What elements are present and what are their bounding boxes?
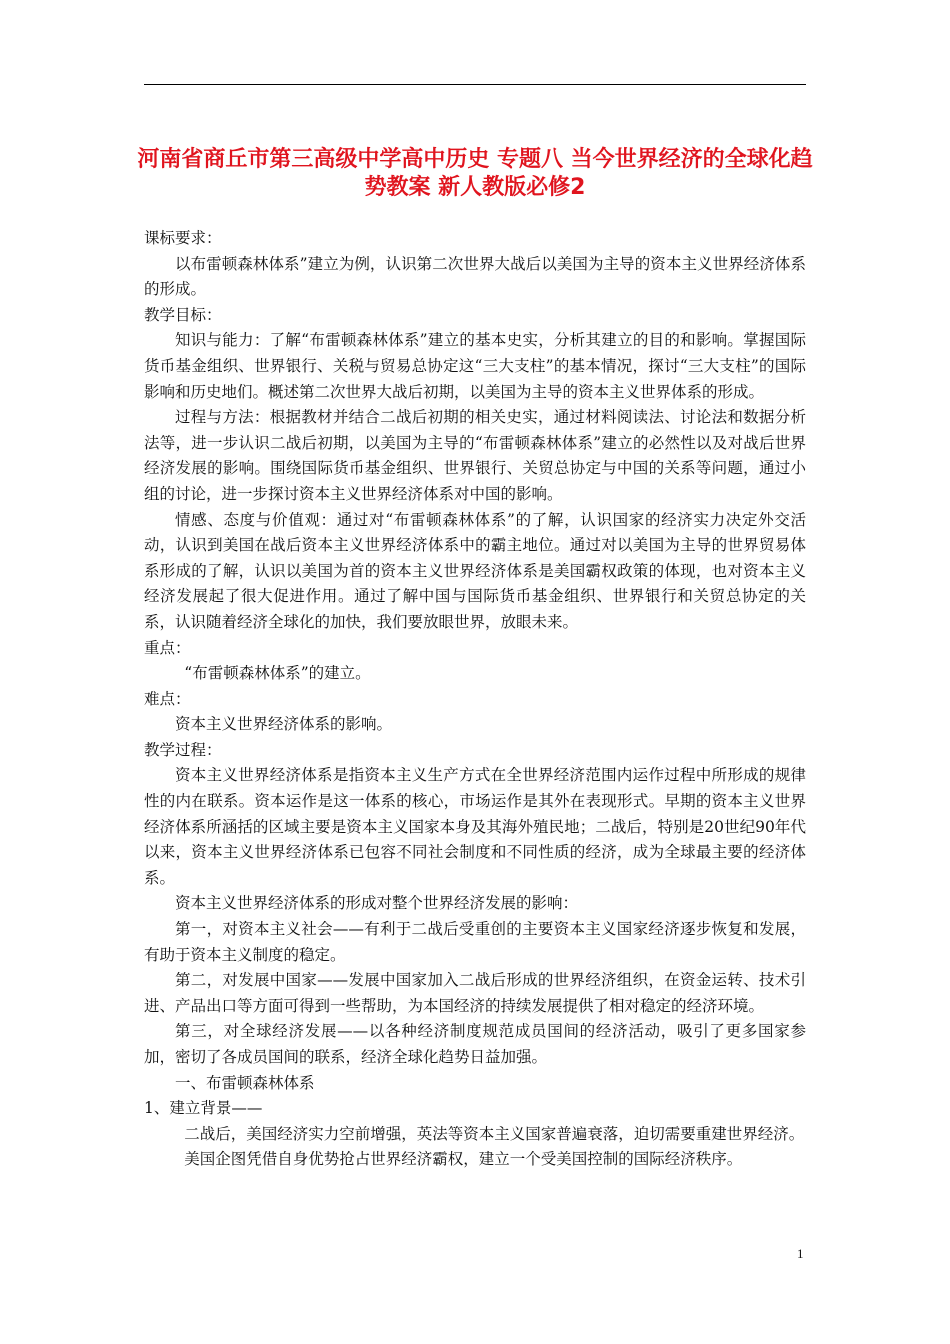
paragraph-label-key-point: 重点： — [144, 638, 191, 657]
paragraph-goal-knowledge: 知识与能力：了解“布雷顿森林体系”建立的基本史实，分析其建立的目的和影响。掌握国际货币基金组织、世界银行、关税与贸易总协定这“三大支柱”的基本情况，探讨“三大支柱”的国际影响和历史地们。概述第二次世界大战后初期，以美国为主导的资本主义世界体系的形成。 — [144, 331, 806, 401]
paragraph-curriculum: 以布雷顿森林体系”建立为例，认识第二次世界大战后以美国为主导的资本主义世界经济体系的形成。 — [144, 254, 806, 299]
paragraph-difficulty: 资本主义世界经济体系的影响。 — [175, 715, 393, 734]
paragraph-label-goals: 教学目标： — [144, 305, 222, 324]
paragraph-goal-values: 情感、态度与价值观：通过对“布雷顿森林体系”的了解，认识国家的经济实力决定外交活动，认识到美国在战后资本主义世界经济体系中的霸主地位。通过对以美国为主导的世界贸易体系形成的了解，认识以美国为首的资本主义世界经济体系是美国霸权政策的体现，也对资本主义经济发展起了很大促进作用。通过了解中国与国际货币基金组织、世界银行和关贸总协定的关系，认识随着经济全球化的加快，我们要放眼世界，放眼未来。 — [144, 510, 806, 631]
paragraph-impact-intro: 资本主义世界经济体系的形成对整个世界经济发展的影响： — [175, 894, 579, 913]
paragraph-definition: 资本主义世界经济体系是指资本主义生产方式在全世界经济范围内运作过程中所形成的规律性的内在联系。资本运作是这一体系的核心，市场运作是其外在表现形式。早期的资本主义世界经济体系所涵括的区域主要是资本主义国家本身及其海外殖民地；二战后，特别是20世纪90年代以来，资本主义世界经济体系已包容不同社会制度和不同性质的经济，成为全球最主要的经济体系。 — [144, 766, 806, 887]
paragraph-label-process: 教学过程： — [144, 740, 222, 759]
paragraph-impact-second: 第二，对发展中国家——发展中国家加入二战后形成的世界经济组织，在资金运转、技术引进、产品出口等方面可得到一些帮助，为本国经济的持续发展提供了相对稳定的经济环境。 — [144, 971, 806, 1015]
paragraph-impact-first: 第一，对资本主义社会——有利于二战后受重创的主要资本主义国家经济逐步恢复和发展，有助于资本主义制度的稳定。 — [144, 920, 806, 964]
document-body — [144, 226, 806, 1173]
document-title: 河南省商丘市第三高级中学高中历史 专题八 当今世界经济的全球化趋势教案 新人教版必修2 — [137, 147, 813, 200]
page-number: 1 — [797, 1246, 804, 1261]
paragraph-label-difficulty: 难点： — [144, 689, 191, 708]
paragraph-impact-third: 第三，对全球经济发展——以各种经济制度规范成员国间的经济活动，吸引了更多国家参加，密切了各成员国间的联系，经济全球化趋势日益加强。 — [144, 1022, 806, 1066]
paragraph-key-point: “布雷顿森林体系”的建立。 — [184, 664, 371, 683]
paragraph-label-curriculum: 课标要求： — [144, 229, 222, 247]
header-rule — [144, 84, 806, 85]
section-heading-bretton-woods: 一、布雷顿森林体系 — [175, 1073, 315, 1092]
paragraph-background-2: 美国企图凭借自身优势抢占世界经济霸权，建立一个受美国控制的国际经济秩序。 — [184, 1150, 743, 1169]
paragraph-background-1: 二战后，美国经济实力空前增强，英法等资本主义国家普遍衰落，迫切需要重建世界经济。 — [184, 1124, 805, 1143]
subsection-heading-background: 1、建立背景—— — [144, 1099, 263, 1118]
paragraph-goal-process: 过程与方法：根据教材并结合二战后初期的相关史实，通过材料阅读法、讨论法和数据分析法等，进一步认识二战后初期，以美国为主导的“布雷顿森林体系”建立的必然性以及对战后世界经济发展的影响。围绕国际货币基金组织、世界银行、关贸总协定与中国的关系等问题，通过小组的讨论，进一步探讨资本主义世界经济体系对中国的影响。 — [144, 408, 806, 503]
